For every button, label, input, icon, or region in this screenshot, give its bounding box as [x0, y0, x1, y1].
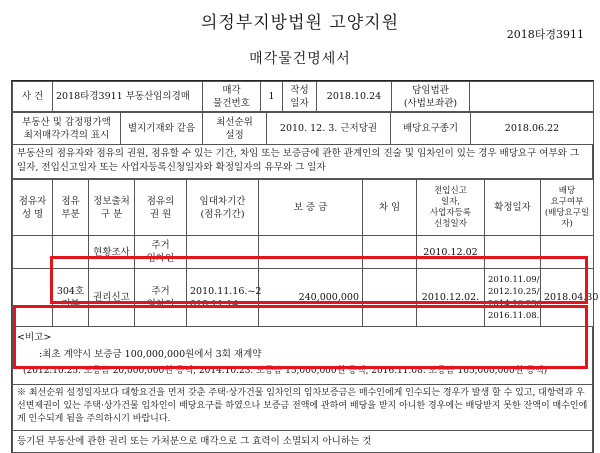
cell-move-in: 2010.12.02 [417, 236, 485, 269]
cell-period [187, 236, 259, 269]
cell-fixed-date: 2010.11.09/ 2012.10.25/ 2014.10.23/ 2016.11.08. [485, 269, 541, 327]
header-dividend: 배당 요구여부 (배당요구일자) [541, 180, 594, 236]
header-move-in: 전입신고 일자, 사업자등록 신청일자 [417, 180, 485, 236]
header-occupant: 점유자 성 명 [13, 180, 53, 236]
cell-part [53, 236, 89, 269]
cell-fixed-date [485, 236, 541, 269]
deadline-value: 2018.06.22 [471, 113, 594, 145]
label-priority: 최선순위 설정 [203, 113, 267, 145]
cell-dividend [541, 236, 594, 269]
cell-deposit: 240,000,000 [259, 269, 363, 327]
specification-sheet [11, 80, 599, 453]
remark-line-1: :최초 계약시 보증금 100,000,000원에서 3회 재계약 [39, 349, 262, 360]
label-deadline: 배당요구종기 [391, 113, 471, 145]
case-number: 2018타경3911 [506, 28, 584, 41]
case-value: 2018타경3911 부동산임의경매 [53, 82, 203, 112]
remark-section [12, 327, 593, 385]
table-row [13, 269, 594, 327]
notice-text: ※ 최선순위 설정일자보다 대항요건을 먼저 갖춘 주택·상가건물 임차인의 임차보증금은 매수인에게 인수되는 경우가 발생 할 수 있고, 대항력과 우선변제권이 있는 주택·상가건물 임차인이 배당요구를 하였으나 보증금 전액에 관하여 배당을 받지 아니한 경우에는 배당받지 못한 잔액이 매수인에게 인수되게 됨을 주의하시기 바랍니다. [12, 385, 593, 431]
header-deposit: 보 증 금 [259, 180, 363, 236]
cell-right: 주거 임차인 [135, 269, 187, 327]
cell-deposit [259, 236, 363, 269]
table-row [13, 236, 594, 269]
cell-occupant [13, 236, 53, 269]
info-table [12, 81, 594, 112]
header-period: 임대차기간 (점유기간) [187, 180, 259, 236]
header-source: 정보출처 구 분 [89, 180, 135, 236]
label-case: 사 건 [13, 82, 53, 112]
footer-label: 등기된 부동산에 관한 권리 또는 가처분으로 매각으로 그 효력이 소멸되지 아니하는 것 [12, 431, 593, 453]
judge-value [470, 82, 594, 112]
cell-period: 2010.11.16.~2 018.11.14. [187, 269, 259, 327]
cell-source: 현황조사 [89, 236, 135, 269]
info-table-2 [12, 112, 594, 145]
header-fixed-date: 확정일자 [485, 180, 541, 236]
item-number: 1 [261, 82, 283, 112]
header-right: 점유의 권 원 [135, 180, 187, 236]
cell-rent [363, 236, 417, 269]
label-item-number: 매각 물건번호 [203, 82, 261, 112]
remark-line-2: (2012.10.25. 보증금 20,000,000원 증액, 2014.10.23. 보증금 15,000,000원 증액, 2016.11.08. 보증금 105,000,000원 증액) [23, 366, 548, 376]
header-rent: 차 임 [363, 180, 417, 236]
priority-value: 2010. 12. 3. 근저당권 [267, 113, 391, 145]
label-written-date: 작성 일자 [283, 82, 317, 112]
cell-source: 권리신고 [89, 269, 135, 327]
label-judge: 담임법관 (사법보좌관) [392, 82, 470, 112]
occupant-table [12, 179, 599, 327]
header-part: 점유 부분 [53, 180, 89, 236]
document-title: 매각물건명세서 [249, 51, 351, 67]
cell-move-in: 2010.12.02. [417, 269, 485, 327]
court-title: 의정부지방법원 고양지원 [200, 13, 400, 33]
cell-rent [363, 269, 417, 327]
table-header-row [13, 180, 594, 236]
price-value: 별지기재와 같음 [121, 113, 203, 145]
cell-dividend: 2018.04.30 [541, 269, 594, 327]
cell-part: 304호 전부 [53, 269, 89, 327]
remark-label: <비고> [17, 332, 52, 343]
occupancy-note: 부동산의 점유자와 점유의 권원, 점유할 수 있는 기간, 차임 또는 보증금에 관한 관계인의 진술 및 임차인이 있는 경우 배당요구 여부와 그 일자, 전입신고일자 또는 사업자등록신청일자와 확정일자의 유무와 그 일자 [12, 145, 593, 179]
cell-occupant [13, 269, 53, 327]
label-price: 부동산 및 감정평가액 최저매각가격의 표시 [13, 113, 121, 145]
cell-right: 주거 임차인 [135, 236, 187, 269]
written-date: 2018.10.24 [317, 82, 392, 112]
